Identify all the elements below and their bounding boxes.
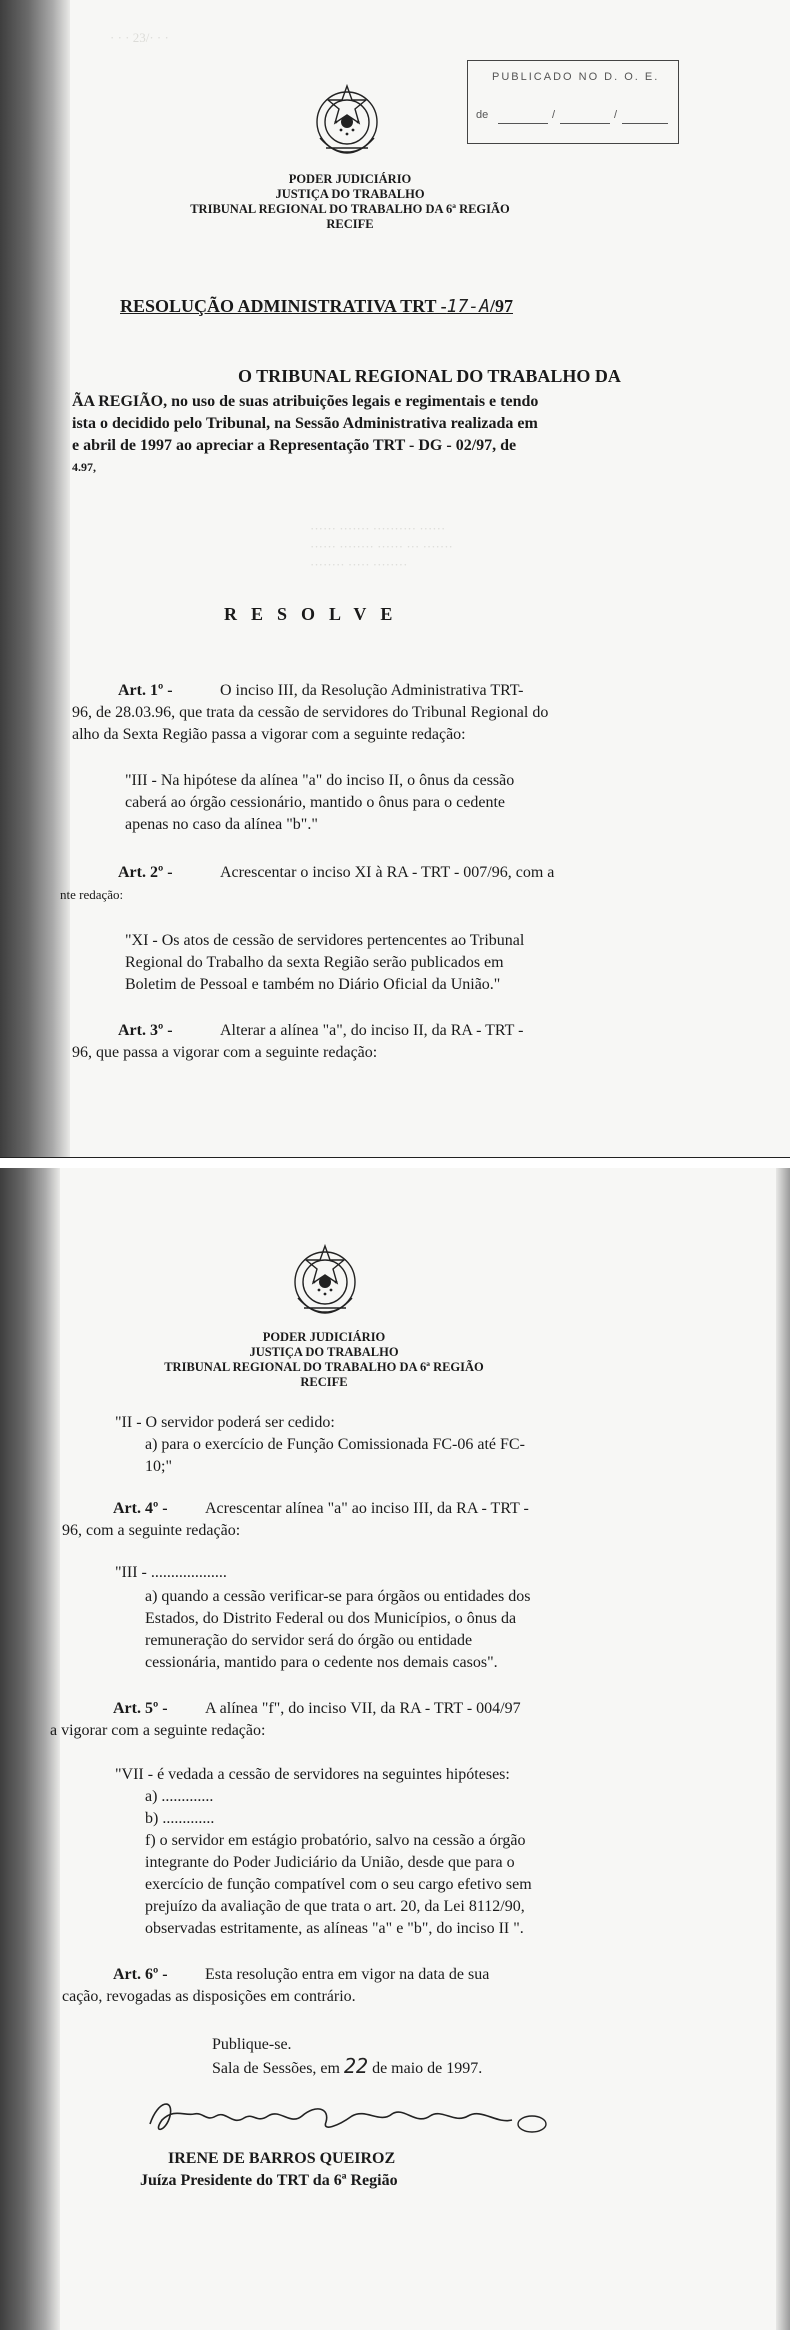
institution-header <box>124 1330 524 1390</box>
document-title <box>120 296 513 317</box>
header-line-4: RECIFE <box>326 217 374 231</box>
preamble-line-5: 4.97, <box>72 460 96 474</box>
resolve-heading: RESOLVE <box>224 604 407 624</box>
session-date-day: 22 <box>343 2054 369 2078</box>
art1-line-2: 96, de 28.03.96, que trata da cessão de servidores do Tribunal Regional do <box>72 704 549 721</box>
quote3-line-3: 10;" <box>145 1458 172 1475</box>
session-date-prefix: Sala de Sessões, em <box>212 2060 340 2077</box>
preamble-line-2: ÃA REGIÃO, no uso de suas atribuições legais e regimentais e tendo <box>72 393 539 410</box>
stamp-year-line <box>622 123 668 124</box>
institution-header <box>150 172 550 232</box>
quote5-line-8: observadas estritamente, as alíneas "a" e "b", do inciso II ". <box>145 1920 524 1937</box>
session-date-line <box>212 2056 482 2079</box>
coat-of-arms-icon <box>284 1238 366 1330</box>
quote2-line-3: Boletim de Pessoal e também no Diário Oficial da União." <box>125 976 501 993</box>
art5-line-1: A alínea "f", do inciso VII, da RA - TRT - 004/97 <box>205 1700 521 1717</box>
quote4-line-5: cessionária, mantido para o cedente nos demais casos". <box>145 1654 498 1671</box>
title-suffix: /97 <box>489 296 513 316</box>
art4-line-1: Acrescentar alínea "a" ao inciso III, da RA - TRT - <box>205 1500 529 1517</box>
header-line-2: JUSTIÇA DO TRABALHO <box>249 1345 399 1359</box>
art1-line-1: O inciso III, da Resolução Administrativa TRT- <box>220 682 524 699</box>
art6-label: Art. 6º - <box>113 1966 168 1983</box>
bleed-through-text: ······ ······· ·········· ······ ······ ········ ······ ··· ······· ········ ····· ········ <box>310 521 453 572</box>
header-line-3: TRIBUNAL REGIONAL DO TRABALHO DA 6ª REGIÃO <box>190 202 510 216</box>
quote1-line-2: caberá ao órgão cessionário, mantido o ônus para o cedente <box>125 794 505 811</box>
quote5-line-2: a) ............. <box>145 1788 214 1805</box>
document-page-1 <box>0 0 790 1157</box>
stamp-label: PUBLICADO NO D. O. E. <box>492 71 660 83</box>
art4-line-2: 96, com a seguinte redação: <box>62 1522 241 1539</box>
publication-stamp <box>467 60 679 144</box>
scan-shadow <box>0 1168 60 2330</box>
header-line-1: PODER JUDICIÁRIO <box>262 1330 386 1344</box>
art3-label: Art. 3º - <box>118 1022 173 1039</box>
art1-label: Art. 1º - <box>118 682 173 699</box>
quote1-line-1: "III - Na hipótese da alínea "a" do inciso II, o ônus da cessão <box>125 772 515 789</box>
art2-line-2: nte redação: <box>60 887 124 902</box>
art3-line-1: Alterar a alínea "a", do inciso II, da RA - TRT - <box>220 1022 524 1039</box>
preamble-line-3: ista o decidido pelo Tribunal, na Sessão Administrativa realizada em <box>72 415 538 432</box>
stamp-month-line <box>560 123 610 124</box>
handwritten-number: 17-A <box>446 296 490 317</box>
session-date-suffix: de maio de 1997. <box>372 2060 483 2077</box>
preamble-lead: O TRIBUNAL REGIONAL DO TRABALHO DA <box>238 366 621 386</box>
art4-label: Art. 4º - <box>113 1500 168 1517</box>
art5-label: Art. 5º - <box>113 1700 168 1717</box>
quote3-line-2: a) para o exercício de Função Comissionada FC-06 até FC- <box>145 1436 525 1453</box>
art2-label: Art. 2º - <box>118 864 173 881</box>
quote4-line-2: a) quando a cessão verificar-se para órgãos ou entidades dos <box>145 1588 531 1605</box>
stamp-day-line <box>498 123 548 124</box>
quote1-line-3: apenas no caso da alínea "b"." <box>125 816 318 833</box>
signer-name: IRENE DE BARROS QUEIROZ <box>168 2150 396 2167</box>
header-line-4: RECIFE <box>300 1375 348 1389</box>
preamble-line-4: e abril de 1997 ao apreciar a Representação TRT - DG - 02/97, de <box>72 437 517 454</box>
handwritten-signature <box>140 2086 570 2148</box>
header-line-2: JUSTIÇA DO TRABALHO <box>275 187 425 201</box>
stamp-slash: / <box>552 109 556 121</box>
quote5-line-1: "VII - é vedada a cessão de servidores na seguintes hipóteses: <box>115 1766 510 1783</box>
signer-role: Juíza Presidente do TRT da 6ª Região <box>140 2172 398 2189</box>
quote5-line-7: prejuízo da avaliação de que trata o art. 20, da Lei 8112/90, <box>145 1898 525 1915</box>
stamp-slash: / <box>614 109 618 121</box>
coat-of-arms-icon <box>306 78 388 170</box>
art5-line-2: a vigorar com a seguinte redação: <box>50 1722 266 1739</box>
quote2-line-1: "XI - Os atos de cessão de servidores pertencentes ao Tribunal <box>125 932 525 949</box>
title-prefix: RESOLUÇÃO ADMINISTRATIVA TRT - <box>120 296 447 316</box>
header-line-3: TRIBUNAL REGIONAL DO TRABALHO DA 6ª REGIÃO <box>164 1360 484 1374</box>
stamp-date-prefix: de <box>476 109 489 121</box>
quote4-line-4: remuneração do servidor será do órgão ou entidade <box>145 1632 473 1649</box>
quote5-line-4: f) o servidor em estágio probatório, salvo na cessão a órgão <box>145 1832 526 1849</box>
art1-line-3: alho da Sexta Região passa a vigorar com a seguinte redação: <box>72 726 466 743</box>
quote5-line-5: integrante do Poder Judiciário da União, desde que para o <box>145 1854 515 1871</box>
bleed-through-text: · · · 23/· · · <box>110 30 169 45</box>
document-page-2 <box>0 1168 790 2330</box>
quote5-line-3: b) ............. <box>145 1810 215 1827</box>
quote2-line-2: Regional do Trabalho da sexta Região serão publicados em <box>125 954 504 971</box>
art2-line-1: Acrescentar o inciso XI à RA - TRT - 007/96, com a <box>220 864 555 881</box>
quote5-line-6: exercício de função compatível com o seu cargo efetivo sem <box>145 1876 532 1893</box>
scan-shadow-right <box>776 1168 790 2330</box>
scan-shadow <box>0 0 70 1157</box>
quote4-line-3: Estados, do Distrito Federal ou dos Municípios, o ônus da <box>145 1610 517 1627</box>
header-line-1: PODER JUDICIÁRIO <box>288 172 412 186</box>
quote3-line-1: "II - O servidor poderá ser cedido: <box>115 1414 335 1431</box>
art6-line-2: cação, revogadas as disposições em contrário. <box>62 1988 356 2005</box>
art3-line-2: 96, que passa a vigorar com a seguinte redação: <box>72 1044 378 1061</box>
quote4-line-1: "III - ................... <box>115 1564 227 1581</box>
publique-se: Publique-se. <box>212 2036 292 2053</box>
art6-line-1: Esta resolução entra em vigor na data de sua <box>205 1966 490 1983</box>
